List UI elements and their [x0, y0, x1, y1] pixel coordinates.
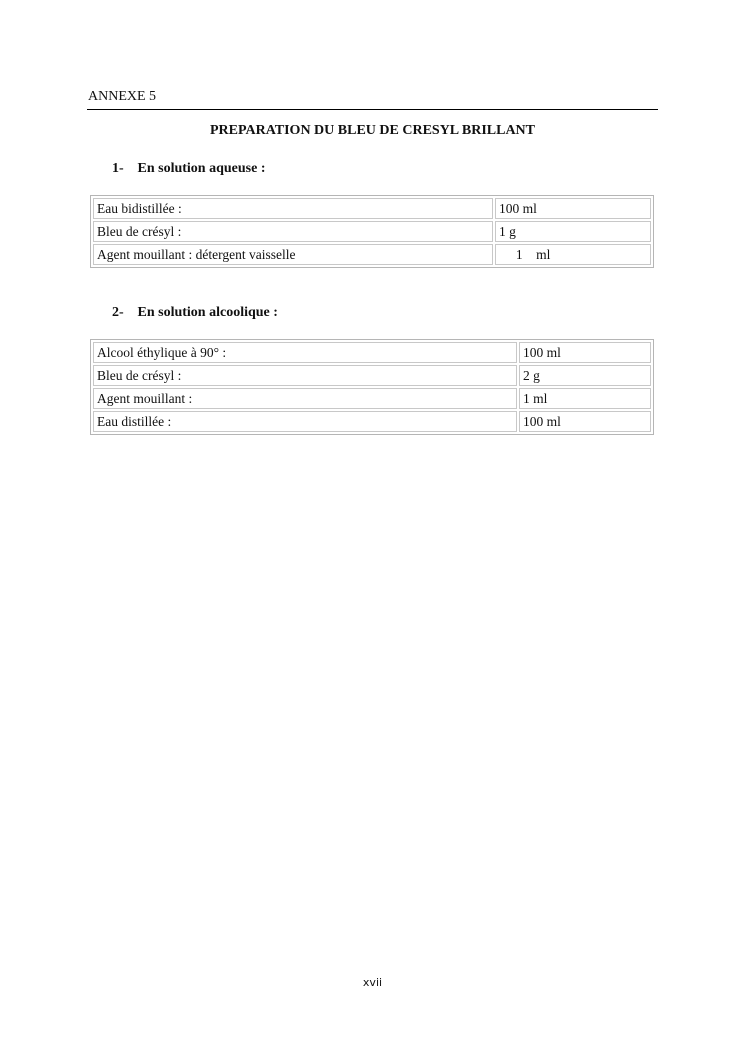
ingredient-cell: Agent mouillant : détergent vaisselle	[93, 244, 493, 265]
section-title: En solution alcoolique :	[137, 305, 278, 320]
table-row	[93, 198, 651, 219]
aqueous-recipe-table	[90, 195, 654, 268]
quantity-cell: 1 ml	[519, 388, 651, 409]
section-number: 2-	[112, 305, 124, 320]
ingredient-cell: Eau distillée :	[93, 411, 517, 432]
section-number: 1-	[112, 161, 124, 176]
header-divider	[87, 109, 658, 110]
table-row	[93, 244, 651, 265]
section-title: En solution aqueuse :	[137, 161, 266, 176]
page-number: xvii	[362, 976, 383, 989]
quantity-cell: 100 ml	[519, 411, 651, 432]
section-heading-aqueous	[112, 161, 265, 177]
table-row	[93, 411, 651, 432]
quantity-cell: 100 ml	[519, 342, 651, 363]
quantity-cell: 2 g	[519, 365, 651, 386]
document-title: PREPARATION DU BLEU DE CRESYL BRILLANT	[209, 123, 536, 138]
ingredient-cell: Bleu de crésyl :	[93, 221, 493, 242]
alcoholic-recipe-table	[90, 339, 654, 435]
annex-label: ANNEXE 5	[88, 89, 157, 104]
ingredient-cell: Alcool éthylique à 90° :	[93, 342, 517, 363]
table-row	[93, 388, 651, 409]
ingredient-cell: Agent mouillant :	[93, 388, 517, 409]
quantity-cell: 1 ml	[495, 244, 651, 265]
ingredient-cell: Eau bidistillée :	[93, 198, 493, 219]
ingredient-cell: Bleu de crésyl :	[93, 365, 517, 386]
table-row	[93, 365, 651, 386]
table-row	[93, 221, 651, 242]
quantity-cell: 1 g	[495, 221, 651, 242]
quantity-cell: 100 ml	[495, 198, 651, 219]
section-heading-alcoholic	[112, 305, 278, 321]
table-row	[93, 342, 651, 363]
